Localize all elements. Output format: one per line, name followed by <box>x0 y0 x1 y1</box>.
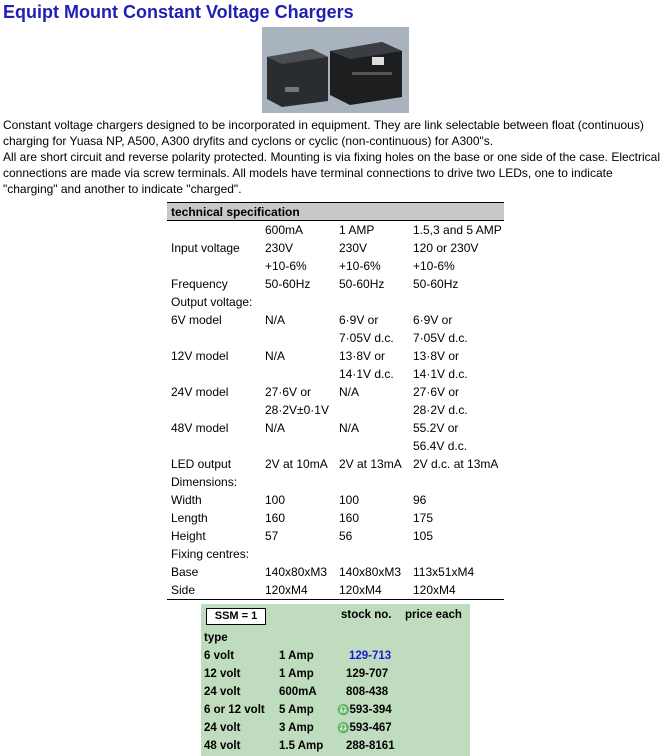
spec-cell <box>167 329 261 347</box>
spec-cell: 27·6V or <box>413 385 460 399</box>
spec-cell: 48V model <box>171 421 229 435</box>
order-amp: 600mA <box>279 686 317 698</box>
spec-cell: 28·2V±0·1V <box>265 403 329 417</box>
spec-cell <box>335 293 409 311</box>
spec-row <box>167 473 504 491</box>
description-line: "charging" and another to indicate "charged". <box>3 182 242 196</box>
spec-cell <box>167 365 261 383</box>
spec-row <box>167 239 504 257</box>
spec-cell: 113x51xM4 <box>413 565 475 579</box>
order-type: 24 volt <box>204 722 241 734</box>
order-type: 12 volt <box>204 668 241 680</box>
spec-cell: 50-60Hz <box>339 277 385 291</box>
spec-cell: +10-6% <box>265 259 307 273</box>
description <box>3 117 667 197</box>
spec-cell: 24V model <box>171 385 229 399</box>
spec-cell: 140x80xM3 <box>265 565 328 579</box>
spec-cell <box>261 473 335 491</box>
spec-cell: 1.5,3 and 5 AMP <box>413 223 502 237</box>
spec-cell: 12V model <box>171 349 229 363</box>
order-stock-cell <box>346 737 416 755</box>
spec-cell: 2V at 13mA <box>339 457 402 471</box>
order-amp: 1.5 Amp <box>279 740 324 752</box>
spec-cell: 140x80xM3 <box>339 565 402 579</box>
spec-cell: 160 <box>265 511 286 525</box>
spec-row <box>167 527 504 545</box>
description-line: connections are made via screw terminals. All models have terminal connections to drive two LEDs, one to indicate <box>3 166 613 180</box>
spec-cell: 13·8V or <box>339 349 386 363</box>
spec-cell <box>335 473 409 491</box>
spec-cell: 96 <box>413 493 427 507</box>
spec-cell: 56 <box>339 529 353 543</box>
description-line: All are short circuit and reverse polarity protected. Mounting is via fixing holes on the base or one side of the case. Electrical <box>3 150 661 164</box>
spec-row <box>167 581 504 600</box>
order-stock-cell <box>346 665 416 683</box>
spec-cell: 14·1V d.c. <box>339 367 394 381</box>
spec-cell: 14·1V d.c. <box>413 367 468 381</box>
stock-number: 808-438 <box>346 686 389 698</box>
order-type: 6 or 12 volt <box>204 704 265 716</box>
spec-cell: LED output <box>171 457 232 471</box>
charger-image <box>262 27 409 113</box>
spec-table <box>167 202 504 600</box>
spec-row <box>167 401 504 419</box>
spec-row <box>167 257 504 275</box>
spec-cell: 50-60Hz <box>413 277 459 291</box>
spec-cell: 13·8V or <box>413 349 460 363</box>
spec-cell: 105 <box>413 529 434 543</box>
spec-row <box>167 491 504 509</box>
type-header: type <box>204 632 228 644</box>
spec-cell: 2V d.c. at 13mA <box>413 457 499 471</box>
spec-cell: 6V model <box>171 313 222 327</box>
spec-cell: 2V at 10mA <box>265 457 328 471</box>
spec-cell: Height <box>171 529 206 543</box>
order-type: 48 volt <box>204 740 241 752</box>
spec-row <box>167 311 504 329</box>
spec-cell: Fixing centres: <box>171 547 250 561</box>
spec-cell: 27·6V or <box>265 385 312 399</box>
spec-row <box>167 383 504 401</box>
spec-cell <box>335 545 409 563</box>
spec-cell <box>261 437 335 455</box>
spec-row <box>167 293 504 311</box>
price-each-header: price each <box>405 609 462 621</box>
spec-heading-text: technical specification <box>171 204 300 219</box>
spec-cell: 175 <box>413 511 434 525</box>
spec-cell: 28·2V d.c. <box>413 403 468 417</box>
spec-cell: Side <box>167 581 261 600</box>
spec-cell: 230V <box>339 241 368 255</box>
spec-cell: Dimensions: <box>171 475 238 489</box>
spec-cell: 120 or 230V <box>413 241 479 255</box>
stock-number: 593-467 <box>349 722 392 734</box>
spec-cell <box>409 545 504 563</box>
spec-cell: 56.4V d.c. <box>413 439 468 453</box>
spec-cell: 55.2V or <box>413 421 459 435</box>
spec-cell <box>167 257 261 275</box>
spec-cell: 57 <box>265 529 279 543</box>
spec-cell: 120xM4 <box>261 581 335 600</box>
spec-row <box>167 563 504 581</box>
spec-row <box>167 455 504 473</box>
spec-cell: 600mA <box>265 223 304 237</box>
spec-row <box>167 221 504 240</box>
spec-cell: +10-6% <box>413 259 455 273</box>
spec-row <box>167 329 504 347</box>
spec-cell: 120xM4 <box>409 581 504 600</box>
order-stock-cell <box>337 701 407 720</box>
order-stock-cell <box>346 683 416 701</box>
spec-cell: N/A <box>265 313 286 327</box>
spec-cell: 100 <box>265 493 286 507</box>
order-stock-cell <box>349 647 419 665</box>
order-stock-cell <box>337 719 407 738</box>
spec-cell <box>261 545 335 563</box>
spec-cell <box>261 329 335 347</box>
spec-cell: N/A <box>265 349 286 363</box>
order-amp: 1 Amp <box>279 650 314 662</box>
spec-cell: 6·9V or <box>339 313 379 327</box>
spec-cell: 230V <box>265 241 294 255</box>
order-amp: 5 Amp <box>279 704 314 716</box>
stock-number: 593-394 <box>349 704 392 716</box>
spec-row <box>167 365 504 383</box>
stock-number: 288-8161 <box>346 740 395 752</box>
description-line: charging for Yuasa NP, A500, A300 dryfits and cyclons or cyclic (non-continuous) for A300"s. <box>3 134 494 148</box>
spec-cell: Length <box>171 511 208 525</box>
order-amp: 1 Amp <box>279 668 314 680</box>
spec-row <box>167 545 504 563</box>
spec-cell <box>167 401 261 419</box>
order-amp: 3 Amp <box>279 722 314 734</box>
spec-cell: 120xM4 <box>335 581 409 600</box>
spec-cell: 50-60Hz <box>265 277 311 291</box>
spec-cell: 1 AMP <box>339 223 375 237</box>
order-type: 24 volt <box>204 686 241 698</box>
spec-cell: Output voltage: <box>171 295 253 309</box>
spec-row <box>167 347 504 365</box>
ssm-badge: SSM = 1 <box>206 608 266 625</box>
product-photo <box>262 27 409 113</box>
page-title: Equipt Mount Constant Voltage Chargers <box>3 2 354 22</box>
spec-cell: Input voltage <box>171 241 240 255</box>
spec-cell <box>167 437 261 455</box>
spec-cell <box>335 437 409 455</box>
spec-cell: N/A <box>265 421 286 435</box>
spec-cell: 7·05V d.c. <box>339 331 394 345</box>
spec-cell: N/A <box>339 421 360 435</box>
spec-cell <box>335 401 409 419</box>
spec-cell: Width <box>171 493 202 507</box>
spec-cell <box>167 221 261 240</box>
spec-table-heading <box>167 203 504 221</box>
spec-cell: +10-6% <box>339 259 381 273</box>
spec-row <box>167 275 504 293</box>
boomerang-icon: ♎ <box>337 723 350 734</box>
spec-cell: N/A <box>339 385 360 399</box>
spec-cell <box>409 293 504 311</box>
spec-cell: 6·9V or <box>413 313 453 327</box>
spec-row <box>167 509 504 527</box>
spec-row <box>167 419 504 437</box>
description-line: Constant voltage chargers designed to be incorporated in equipment. They are link selectable between float (continuous) <box>3 118 644 132</box>
stock-number-link[interactable]: 129-713 <box>349 650 392 662</box>
order-panel <box>201 604 470 756</box>
spec-cell: Base <box>171 565 199 579</box>
boomerang-icon: ♎ <box>337 705 350 716</box>
spec-cell <box>409 473 504 491</box>
spec-cell <box>261 365 335 383</box>
order-type: 6 volt <box>204 650 235 662</box>
spec-row <box>167 437 504 455</box>
spec-cell: 100 <box>339 493 360 507</box>
spec-cell: 160 <box>339 511 360 525</box>
spec-cell: Frequency <box>171 277 228 291</box>
spec-cell <box>261 293 335 311</box>
stock-number: 129-707 <box>346 668 389 680</box>
stock-no-header: stock no. <box>341 609 392 621</box>
spec-cell: 7·05V d.c. <box>413 331 468 345</box>
